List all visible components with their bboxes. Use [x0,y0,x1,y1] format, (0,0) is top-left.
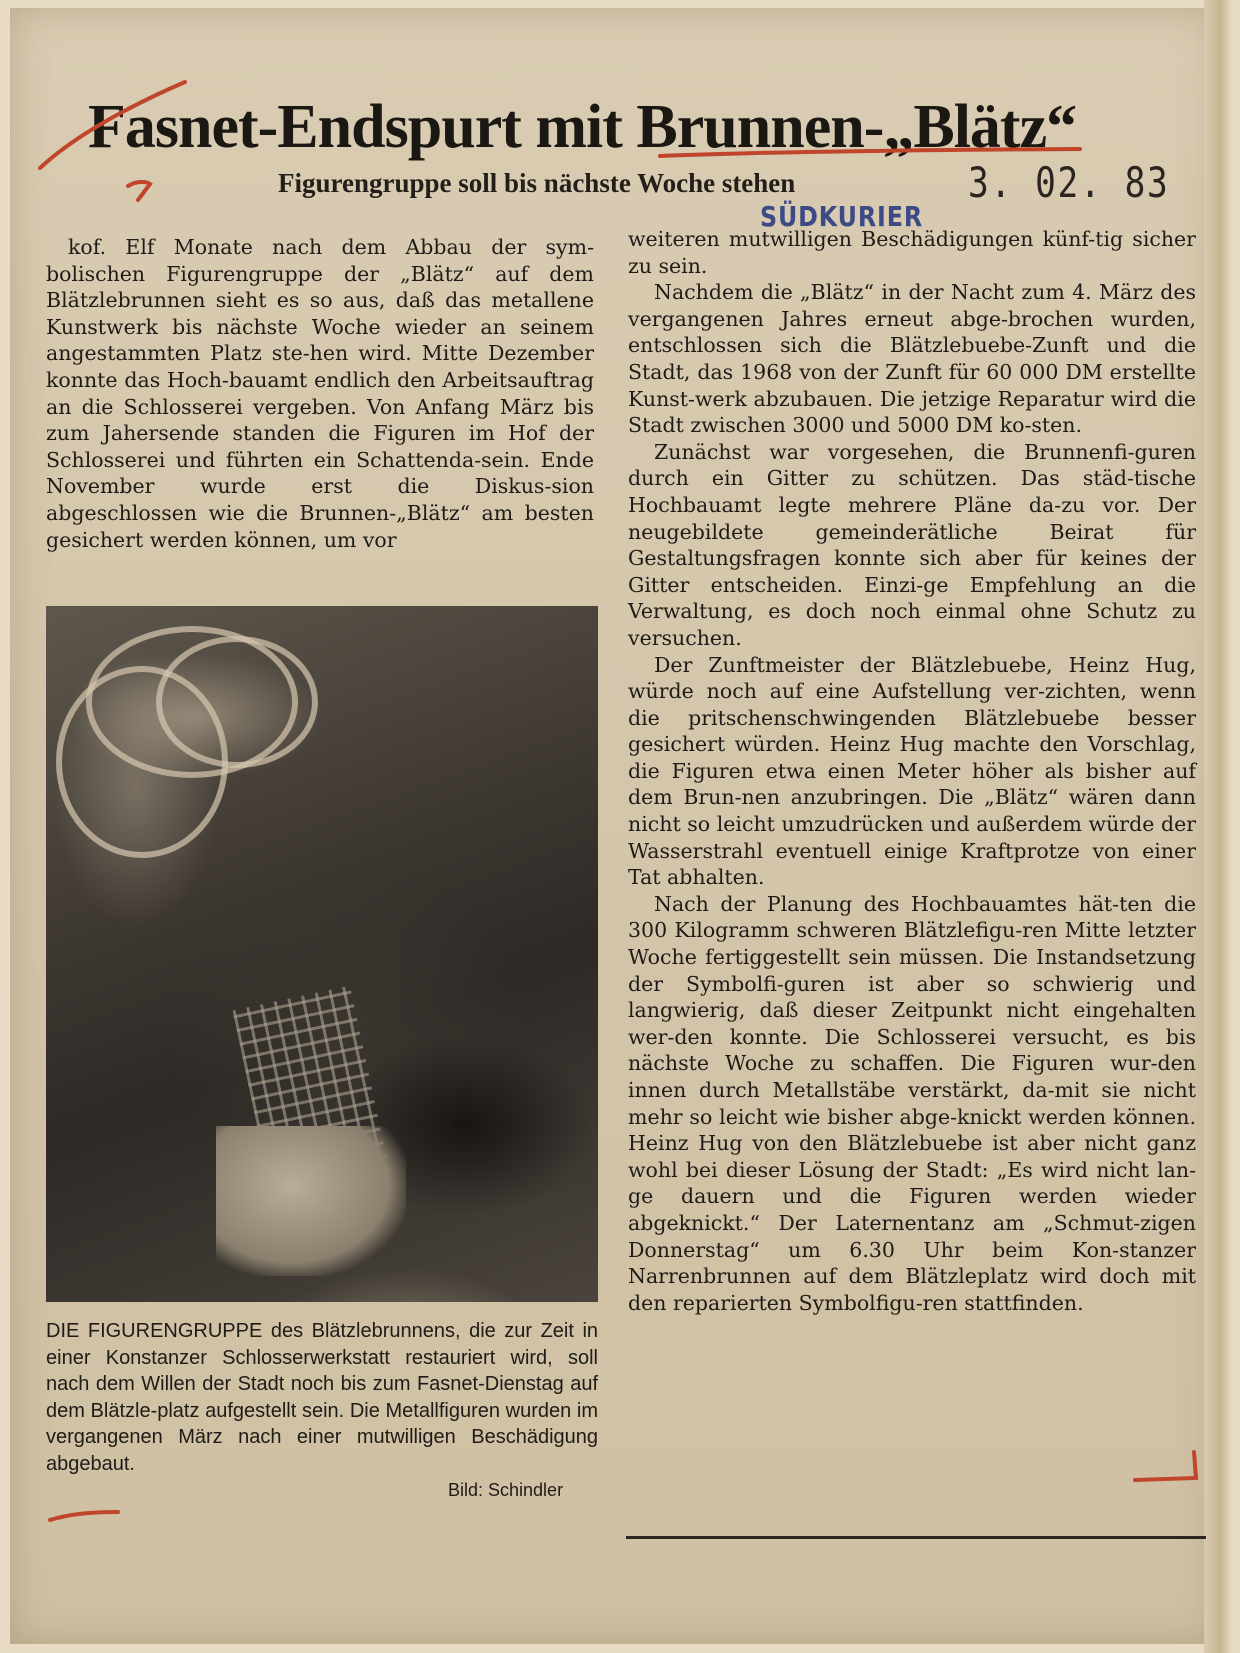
rope-coil-shape [156,636,318,768]
subheadline: Figurengruppe soll bis nächste Woche stehen [278,168,796,198]
paragraph: kof. Elf Monate nach dem Abbau der sym-bolischen Figurengruppe der „Blätz“ auf dem Blätzlebrunnen sieht es so aus, daß das metallene Kunstwerk bis nächste Woche wieder an seinem angestammten Platz ste-hen wird. Mitte Dezember konnte das Hoch-bauamt endlich den Arbeitsauftrag an die Schlosserei vergeben. Von Anfang März bis zum Jahersende standen die Figuren im Hof der Schlosserei und führten ein Schattenda-sein. Ende November wurde erst die Diskus-sion abgeschlossen wie die Brunnen-„Blätz“ am besten gesichert werden können, um vor [46,235,594,552]
caption-text: des Blätzlebrunnens, die zur Zeit in einer Konstanzer Schlosserwerkstatt restauriert wird, soll nach dem Willen der Stadt noch bis zum Fasnet-Dienstag auf dem Blätzle-platz aufgestellt sein. Die Metallfiguren wurden im vergangenen März nach einer mutwilligen Beschädigung abgebaut. [46,1320,599,1475]
photo-credit: Bild: Schindler [448,1480,564,1500]
paper-edge [1204,0,1232,1653]
column-end-rule [626,1536,1206,1539]
photo-caption [46,1318,598,1477]
paragraph: weiteren mutwilligen Beschädigungen künf-tig sicher zu sein. [628,227,1196,278]
source-stamp: SÜDKURIER [760,200,924,233]
article-column-right [628,226,1196,1316]
article-photo [46,606,598,1302]
paragraph: Zunächst war vorgesehen, die Brunnenfi-guren durch ein Gitter zu schützen. Das städ-tische Hochbauamt legte mehrere Pläne da-zu vor. Der neugebildete gemeinderätliche Beirat für Gestaltungsfragen konnte sich aber für keines der Gitter entscheiden. Einzi-ge Empfehlung an die Verwaltung, es doch noch einmal ohne Schutz zu versuchen. [628,439,1196,650]
paragraph: Nachdem die „Blätz“ in der Nacht zum 4. März des vergangenen Jahres erneut abge-brochen wurden, entschlossen sich die Blätzlebuebe-Zunft und die Stadt, das 1968 von der Zunft für 60 000 DM erstellte Kunst-werk abzubauen. Die jetzige Reparatur wird die Stadt zwischen 3000 und 5000 DM ko-sten. [628,280,1196,438]
hand-shape [216,1126,406,1276]
paragraph: Der Zunftmeister der Blätzlebuebe, Heinz Hug, würde noch auf eine Aufstellung ver-zichten, wenn die pritschenschwingenden Blätzlebuebe besser gesichert würden. Heinz Hug machte den Vorschlag, die Figuren etwa einen Meter höher als bisher auf dem Brun-nen anzubringen. Die „Blätz“ wären dann nicht so leicht umzudrücken und außerdem würde der Wasserstrahl eventuell einige Kraftprotze von einer Tat abhalten. [628,652,1196,890]
caption-lead: DIE FIGURENGRUPPE [46,1320,263,1342]
headline: Fasnet-Endspurt mit Brunnen-„Blätz“ [88,93,1077,161]
date-stamp: 3. 02. 83 [968,158,1170,207]
paragraph: Nach der Planung des Hochbauamtes hät-ten die 300 Kilogramm schweren Blätzlefigu-ren Mitte letzter Woche fertiggestellt sein müssen. Die Instandsetzung der Symbolfi-guren ist aber so schwierig und langwierig, daß dieser Zeitpunkt nicht eingehalten wer-den konnte. Die Schlosserei versucht, es bis nächste Woche zu schaffen. Die Figuren wur-den innen durch Metallstäbe verstärkt, da-mit sie nicht mehr so leicht wie bisher abge-knickt werden können. Heinz Hug von den Blätzlebuebe ist aber nicht ganz wohl bei dieser Lösung der Stadt: „Es wird nicht lan-ge dauern und die Figuren werden wieder abgeknickt.“ Der Laternentanz am „Schmut-zigen Donnerstag“ um 6.30 Uhr beim Kon-stanzer Narrenbrunnen auf dem Blätzleplatz wird doch mit den reparierten Symbolfigu-ren stattfinden. [628,891,1196,1315]
article-column-left [46,234,594,553]
